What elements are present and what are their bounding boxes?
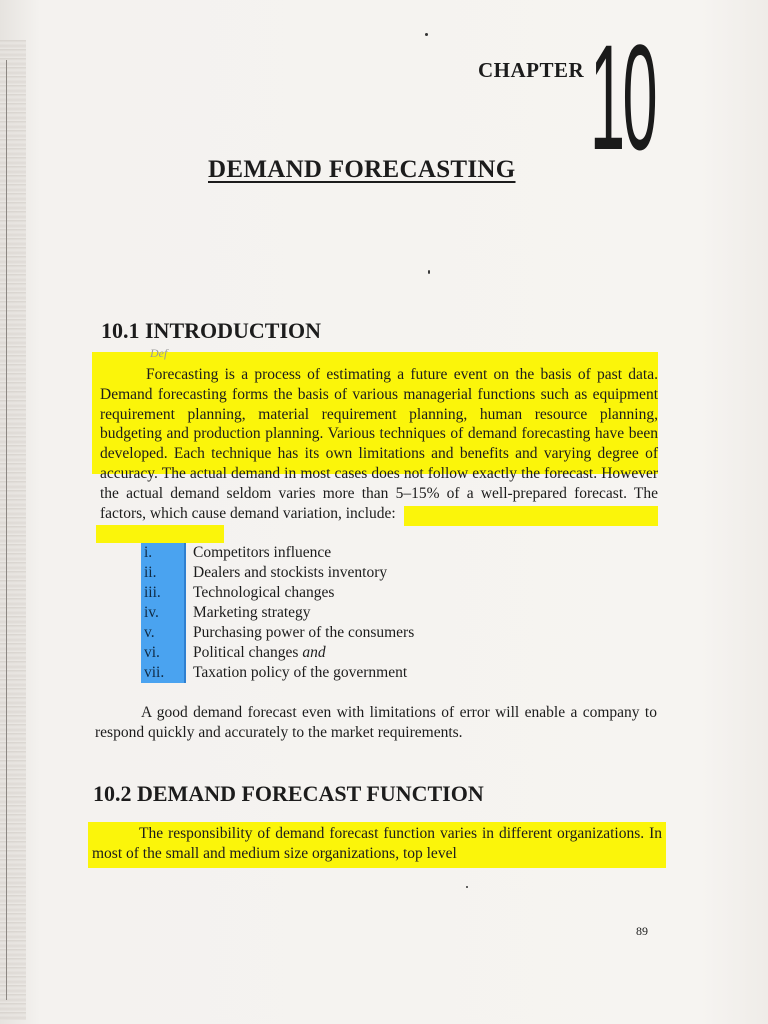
section-heading-demand-forecast-function: 10.2 DEMAND FORECAST FUNCTION xyxy=(93,781,484,806)
highlight-factors-end xyxy=(96,525,224,543)
scan-speck xyxy=(428,270,430,274)
list-item xyxy=(141,583,561,603)
list-item xyxy=(141,663,561,683)
section-heading-introduction: 10.1 INTRODUCTION xyxy=(101,318,322,343)
scanned-binding-edge xyxy=(0,40,26,1020)
demand-variation-factors-list xyxy=(141,543,561,683)
list-item xyxy=(141,563,561,583)
scan-speck xyxy=(425,33,428,36)
list-item-number: v. xyxy=(141,623,186,643)
list-item-text: Technological changes xyxy=(193,584,335,601)
list-item-number: ii. xyxy=(141,563,186,583)
list-item-text: Taxation policy of the government xyxy=(193,664,408,681)
function-paragraph: The responsibility of demand forecast function varies in different organizations. In most of the small and medium size organizations, top level xyxy=(92,825,662,862)
list-item xyxy=(141,623,561,643)
list-item-number: vi. xyxy=(141,643,186,663)
scan-speck xyxy=(466,886,468,888)
list-item-text: Purchasing power of the consumers xyxy=(193,624,415,641)
chapter-label: CHAPTER xyxy=(478,58,585,82)
list-item-text: Marketing strategy xyxy=(193,604,311,621)
list-item xyxy=(141,603,561,623)
chapter-title: DEMAND FORECASTING xyxy=(208,156,516,183)
list-item xyxy=(141,543,561,563)
intro-paragraph: Forecasting is a process of estimating a future event on the basis of past data. Demand forecasting forms the basis of various managerial functions such as equipment requirement planning, material requirement planning, human resource planning, budgeting and production planning. Various techniques of demand forecasting have been developed. Each technique has its own limitations and benefits and varying degree of accuracy. The actual demand in most cases does not follow exactly the forecast. However the actual demand seldom varies more than 5–15% of a well-prepared forecast. The factors, which cause demand variation, include: xyxy=(100,366,658,522)
list-item-number: i. xyxy=(141,543,186,563)
handwritten-margin-note: Def xyxy=(150,346,168,360)
list-item-number: vii. xyxy=(141,663,186,683)
binding-line xyxy=(6,60,7,1000)
page-number: 89 xyxy=(636,924,648,938)
list-item-number: iv. xyxy=(141,603,186,623)
list-item-text: Political changes xyxy=(193,644,299,661)
list-item-number: iii. xyxy=(141,583,186,603)
list-item xyxy=(141,643,561,663)
chapter-number: 10 xyxy=(590,13,656,181)
list-item-text: Competitors influence xyxy=(193,544,332,561)
list-item-text: Dealers and stockists inventory xyxy=(193,564,388,581)
list-item-suffix: and xyxy=(302,644,326,661)
closing-paragraph: A good demand forecast even with limitations of error will enable a company to respond quickly and accurately to the market requirements. xyxy=(95,704,657,741)
